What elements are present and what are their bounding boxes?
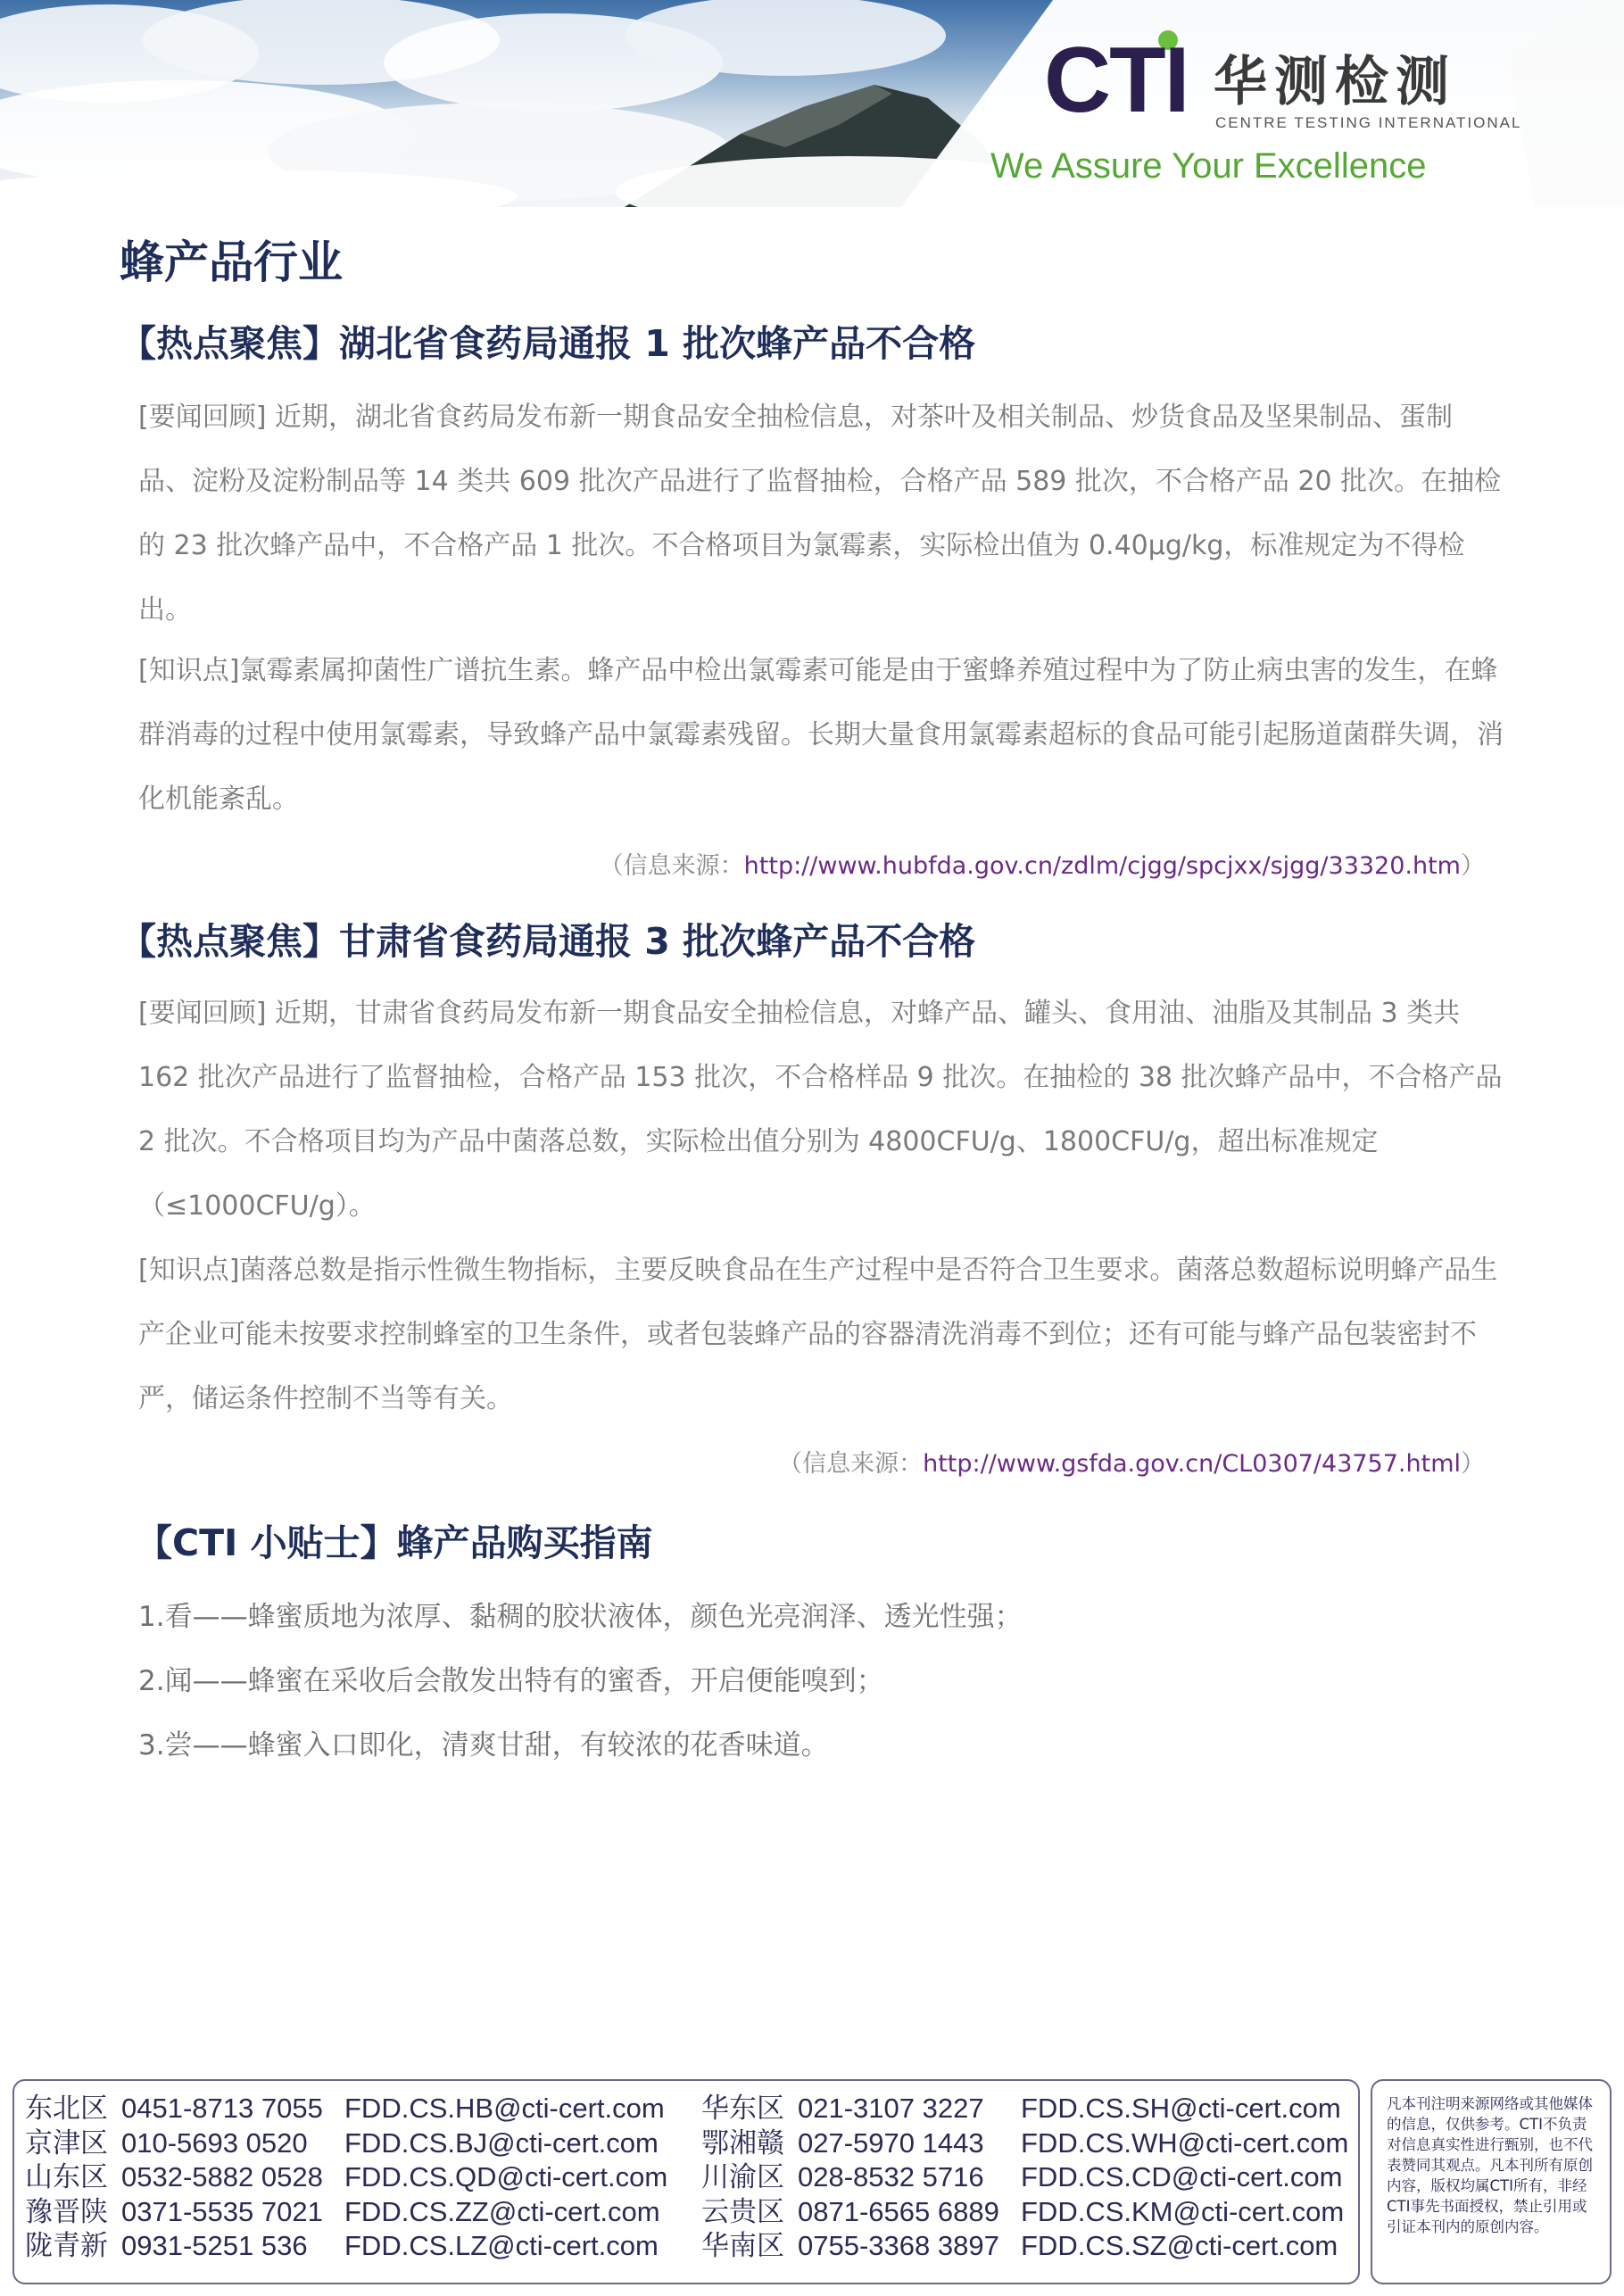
- logo-slogan: We Assure Your Excellence: [990, 146, 1427, 186]
- contact-row: [701, 2160, 1348, 2195]
- logo-cti-text: CTI: [1044, 29, 1189, 132]
- section-2-source: [778, 1444, 1485, 1479]
- contact-region: 云贵区: [701, 2195, 784, 2228]
- source-end: ）: [1461, 852, 1485, 880]
- tip-item-2: 2.闻——蜂蜜在采收后会散发出特有的蜜香，开启便能嗅到；: [138, 1665, 884, 1697]
- contact-phone: 028-8532 5716: [798, 2161, 984, 2192]
- header-banner: [0, 0, 1624, 207]
- section-1-paragraph-1: [要闻回顾] 近期，湖北省食药局发布新一期食品安全抽检信息，对茶叶及相关制品、炒货食品及坚果制品、蛋制品、淀粉及淀粉制品等 14 类共 609 批次产品进行了监督抽检，合格产品 589 批次，不合格产品 20 批次。在抽检的 23 批次蜂产品中，不合格产品 1 批次。不合格项目为氯霉素，实际检出值为 0.40μg/kg，标准规定为不得检出。: [138, 402, 1502, 626]
- section-1-heading: 【热点聚焦】湖北省食药局通报 1 批次蜂产品不合格: [120, 322, 976, 365]
- source-url-link[interactable]: http://www.gsfda.gov.cn/CL0307/43757.html: [923, 1450, 1461, 1478]
- tips-heading: 【CTI 小贴士】蜂产品购买指南: [136, 1521, 653, 1564]
- contact-phone: 0532-5882 0528: [121, 2161, 323, 2192]
- contact-region: 华东区: [701, 2093, 784, 2125]
- section-1-source: [600, 846, 1485, 881]
- contact-phone: 0451-8713 7055: [121, 2093, 323, 2124]
- contact-email[interactable]: FDD.CS.WH@cti-cert.com: [1021, 2126, 1349, 2159]
- contact-email[interactable]: FDD.CS.KM@cti-cert.com: [1021, 2195, 1345, 2227]
- contact-phone: 027-5970 1443: [798, 2126, 984, 2159]
- contact-row: [701, 2229, 1348, 2264]
- contact-row: [25, 2092, 667, 2126]
- source-url-link[interactable]: http://www.hubfda.gov.cn/zdlm/cjgg/spcjxx/sjgg/33320.htm: [743, 852, 1461, 880]
- tip-item-3: 3.尝——蜂蜜入口即化，清爽甘甜，有较浓的花香味道。: [138, 1729, 829, 1761]
- contact-email[interactable]: FDD.CS.SZ@cti-cert.com: [1021, 2230, 1338, 2261]
- tip-item-1: 1.看——蜂蜜质地为浓厚、黏稠的胶状液体，颜色光亮润泽、透光性强；: [138, 1601, 1023, 1633]
- contact-email[interactable]: FDD.CS.QD@cti-cert.com: [344, 2161, 668, 2192]
- contact-phone: 021-3107 3227: [798, 2093, 984, 2124]
- contact-region: 京津区: [25, 2126, 108, 2159]
- section-2-heading: 【热点聚焦】甘肃省食药局通报 3 批次蜂产品不合格: [120, 920, 976, 963]
- logo-chinese-name: 华测检测: [1214, 51, 1456, 113]
- contact-email[interactable]: FDD.CS.CD@cti-cert.com: [1021, 2161, 1343, 2192]
- footer-contacts-left: [25, 2092, 667, 2264]
- contact-row: [25, 2126, 667, 2161]
- contact-phone: 0871-6565 6889: [798, 2195, 999, 2227]
- section-2-paragraph-1: [要闻回顾] 近期，甘肃省食药局发布新一期食品安全抽检信息，对蜂产品、罐头、食用油、油脂及其制品 3 类共 162 批次产品进行了监督抽检，合格产品 153 批次，不合格样品 9 批次。在抽检的 38 批次蜂产品中，不合格产品 2 批次。不合格项目均为产品中菌落总数，实际检出值分别为 4800CFU/g、1800CFU/g，超出标准规定（≤1000CFU/g）。: [138, 998, 1503, 1222]
- contact-phone: 010-5693 0520: [121, 2126, 308, 2159]
- contact-region: 豫晋陕: [25, 2195, 108, 2228]
- page-title: 蜂产品行业: [120, 236, 343, 288]
- source-end: ）: [1461, 1450, 1485, 1478]
- contact-email[interactable]: FDD.CS.SH@cti-cert.com: [1021, 2093, 1341, 2124]
- contact-row: [701, 2126, 1348, 2161]
- contact-phone: 0755-3368 3897: [798, 2230, 999, 2261]
- contact-row: [25, 2229, 667, 2264]
- contact-email[interactable]: FDD.CS.ZZ@cti-cert.com: [344, 2195, 660, 2227]
- logo-english-name: CENTRE TESTING INTERNATIONAL: [1215, 114, 1522, 131]
- contact-email[interactable]: FDD.CS.HB@cti-cert.com: [344, 2093, 665, 2124]
- contact-region: 东北区: [25, 2093, 108, 2125]
- contact-region: 陇青新: [25, 2230, 108, 2262]
- contact-region: 山东区: [25, 2161, 108, 2193]
- contact-email[interactable]: FDD.CS.BJ@cti-cert.com: [344, 2126, 659, 2159]
- contact-phone: 0371-5535 7021: [121, 2195, 323, 2227]
- source-label: （信息来源：: [599, 852, 744, 880]
- source-label: （信息来源：: [778, 1450, 924, 1478]
- contact-region: 华南区: [701, 2230, 784, 2262]
- contact-region: 川渝区: [701, 2161, 784, 2193]
- footer-contacts-right: [701, 2092, 1348, 2264]
- contact-row: [25, 2160, 667, 2195]
- contact-phone: 0931-5251 536: [121, 2230, 308, 2261]
- footer-disclaimer: 凡本刊注明来源网络或其他媒体的信息，仅供参考。CTI不负责对信息真实性进行甄别，也不代表赞同其观点。凡本刊所有原创内容，版权均属CTI所有，非经 CTI事先书面授权，禁止引用或引证本刊内的原创内容。: [1371, 2079, 1612, 2284]
- section-1-paragraph-2: [知识点]氯霉素属抑菌性广谱抗生素。蜂产品中检出氯霉素可能是由于蜜蜂养殖过程中为了防止病虫害的发生，在蜂群消毒的过程中使用氯霉素，导致蜂产品中氯霉素残留。长期大量食用氯霉素超标的食品可能引起肠道菌群失调，消化机能紊乱。: [138, 655, 1504, 815]
- contact-region: 鄂湘赣: [701, 2126, 784, 2159]
- contact-row: [25, 2195, 667, 2230]
- contact-email[interactable]: FDD.CS.LZ@cti-cert.com: [344, 2230, 659, 2261]
- contact-row: [701, 2092, 1348, 2126]
- contact-row: [701, 2195, 1348, 2230]
- section-2-paragraph-2: [知识点]菌落总数是指示性微生物指标，主要反映食品在生产过程中是否符合卫生要求。菌落总数超标说明蜂产品生产企业可能未按要求控制蜂室的卫生条件，或者包装蜂产品的容器清洗消毒不到位；还有可能与蜂产品包装密封不严，储运条件控制不当等有关。: [138, 1255, 1498, 1414]
